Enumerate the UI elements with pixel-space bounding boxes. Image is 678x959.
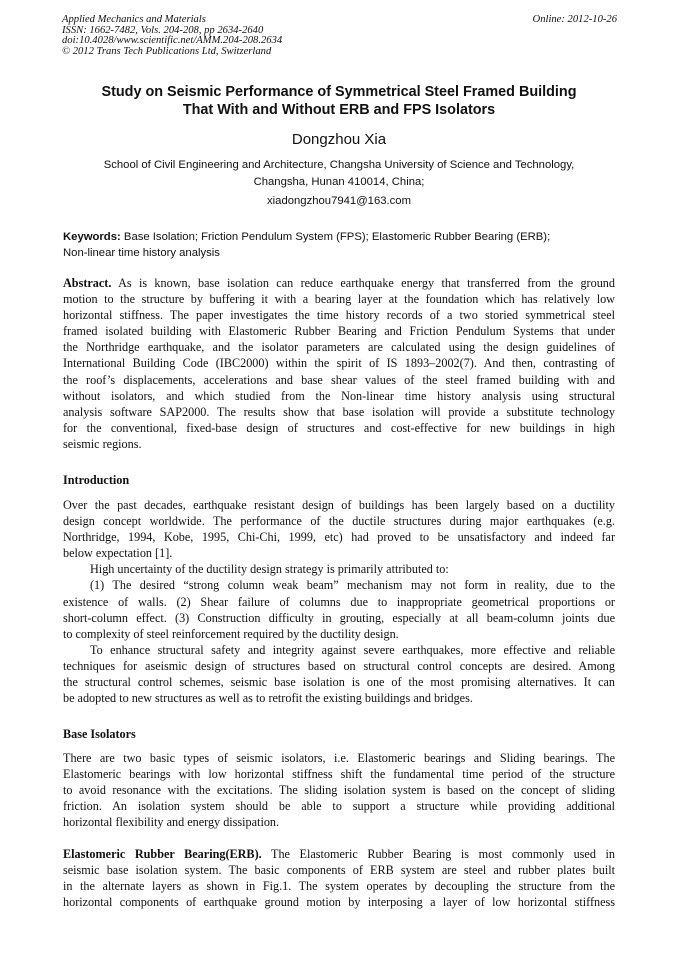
intro-line: be adopted to new structures as well as to retrofit the existing buildings and bridges. — [63, 691, 473, 706]
abstract-line: seismic regions. — [63, 436, 142, 451]
erb-label: Elastomeric Rubber Bearing(ERB). — [63, 847, 262, 861]
base-isolators-line: horizontal flexibility and energy dissipation. — [63, 815, 280, 830]
intro-line: High uncertainty of the ductility design strategy is primarily attributed to: — [90, 562, 449, 577]
journal-header — [62, 15, 617, 57]
base-isolators-line: There are two basic types of seismic isolators, i.e. Elastomeric bearings and Sliding bearings. The — [63, 751, 615, 765]
intro-line: Over the past decades, earthquake resistant design of buildings has been largely based on a ductility — [63, 498, 615, 512]
abstract-line: motion to the structure by buffering it with a bearing layer at the foundation which has relatively low — [63, 292, 615, 307]
journal-issn: ISSN: 1662-7482, Vols. 204-208, pp 2634-2640 — [62, 24, 264, 36]
keywords-label: Keywords: — [63, 231, 121, 243]
keywords-text: Base Isolation; Friction Pendulum System (FPS); Elastomeric Rubber Bearing (ERB); — [120, 231, 551, 243]
intro-line: techniques for aseismic design of structures based on structural control concepts are desired. Among — [63, 658, 615, 673]
base-isolators-line: friction. An isolation system should be able to support a structure while providing additional — [63, 799, 615, 814]
intro-line: Northridge, 1994, Kobe, 1995, Chi-Chi, 1999, etc) had proved to be unsatisfactory and indeed far — [63, 530, 615, 545]
intro-line: To enhance structural safety and integrity against severe earthquakes, more effective and reliable — [90, 642, 615, 657]
abstract-line: the roof’s displacements, accelerations and base shear values of the steel framed building with and — [63, 372, 615, 387]
abstract-label: Abstract. — [63, 276, 112, 290]
erb-line: horizontal components of earthquake ground motion by interposing a layer of low horizontal stiffness — [63, 895, 615, 910]
paper-title — [60, 83, 618, 119]
intro-line: below expectation [1]. — [63, 546, 173, 561]
author-email[interactable]: xiadongzhou7941@163.com — [267, 195, 411, 207]
keywords-text: Non-linear time history analysis — [63, 247, 220, 260]
intro-line: design concept worldwide. The performance of the ductile structures during major earthquakes (e.g. — [63, 514, 615, 529]
affiliation-line: School of Civil Engineering and Architecture, Changsha University of Science and Technology, — [103, 159, 575, 171]
erb-line: seismic base isolation system. The basic components of ERB system are steel and rubber plates built — [63, 863, 615, 878]
journal-name: Applied Mechanics and Materials — [62, 14, 206, 25]
author-name: Dongzhou Xia — [291, 131, 387, 148]
intro-line: short-column effect. (3) Construction difficulty in grouting, especially at all beam-column joints due — [63, 610, 615, 625]
abstract-line: horizontal stiffness. The paper investigates the time history records of a two storied symmetrical steel — [63, 308, 615, 323]
erb-line: in the alternate layers as shown in Fig.1. The system operates by decoupling the structure from the — [63, 879, 615, 894]
intro-line: the structural control schemes, seismic base isolation is one of the most promising alternatives. It can — [63, 675, 615, 690]
introduction-body — [63, 497, 615, 706]
intro-line: to complexity of steel reinforcement required by the ductility design. — [63, 626, 399, 641]
abstract-line: International Building Code (IBC2000) within the spirit of IS 1893–2002(7). And then, contrasting of — [63, 356, 615, 371]
section-heading-base-isolators: Base Isolators — [63, 727, 136, 741]
base-isolators-body — [63, 750, 615, 830]
base-isolators-line: Elastomeric bearings with low horizontal stiffness shift the fundamental time period of the structure — [63, 767, 615, 782]
intro-line: existence of walls. (2) Shear failure of columns due to inappropriate geometrical proportions or — [63, 594, 615, 609]
journal-doi[interactable]: doi:10.4028/www.scientific.net/AMM.204-208.2634 — [62, 35, 283, 47]
abstract-line: As is known, base isolation can reduce earthquake energy that transferred from the ground — [111, 276, 615, 290]
keywords — [63, 229, 615, 261]
affiliation — [60, 157, 618, 191]
affiliation-line: Changsha, Hunan 410014, China; — [253, 176, 425, 188]
journal-copyright: © 2012 Trans Tech Publications Ltd, Switzerland — [62, 45, 272, 57]
online-date: Online: 2012-10-26 — [532, 14, 617, 25]
abstract-line: the Northridge earthquake, and the isolator parameters are calculated using the design guidelines of — [63, 340, 615, 355]
abstract — [63, 275, 615, 452]
title-line: Study on Seismic Performance of Symmetrical Steel Framed Building — [101, 84, 577, 100]
erb-line: The Elastomeric Rubber Bearing is most commonly used in — [261, 847, 615, 861]
erb-paragraph — [63, 846, 615, 910]
base-isolators-line: to avoid resonance with the excitations. The sliding isolation system is based on the concept of sliding — [63, 783, 615, 798]
abstract-line: analysis software SAP2000. The results show that base isolation will provide a substitute technology — [63, 404, 615, 419]
section-heading-introduction: Introduction — [63, 473, 130, 487]
abstract-line: framed isolated building with Elastomeric Rubber Bearing and Friction Pendulum Systems that under — [63, 324, 615, 339]
intro-line: (1) The desired “strong column weak beam” mechanism may not form in reality, due to the — [90, 578, 615, 593]
title-line: That With and Without ERB and FPS Isolators — [182, 102, 496, 118]
abstract-line: for the conventional, fixed-base design of structures and cost-effective for new buildings in high — [63, 420, 615, 435]
abstract-line: without isolators, and which studied from the Non-linear time history analysis using structural — [63, 388, 615, 403]
